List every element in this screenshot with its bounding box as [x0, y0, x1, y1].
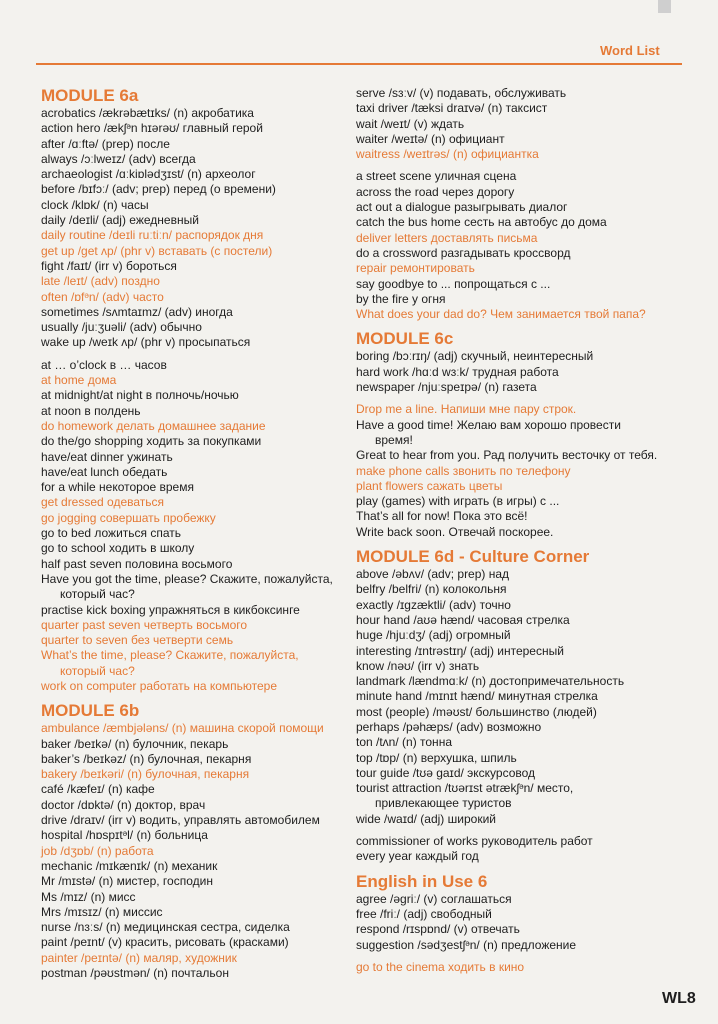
word-entry: have/eat lunch обедать: [41, 464, 168, 479]
module-heading: MODULE 6d - Culture Corner: [356, 547, 590, 567]
word-entry: action hero /ækʃᵊn hɪərəʊ/ главный герой: [41, 121, 263, 136]
word-entry: perhaps /pəhæps/ (adv) возможно: [356, 719, 542, 734]
word-entry: minute hand /mɪnɪt hænd/ минутная стрелка: [356, 689, 598, 704]
spacer: [41, 694, 341, 701]
word-entry: suggestion /sədʒestʃᵊn/ (n) предложение: [356, 937, 577, 952]
word-entry: at noon в полдень: [41, 403, 141, 418]
word-entry: daily routine /deɪli ruːtiːn/ распорядок дня: [41, 228, 264, 243]
word-entry: mechanic /mɪkænɪk/ (n) механик: [41, 858, 218, 873]
word-entry: painter /peɪntə/ (n) маляр, художник: [41, 950, 237, 965]
word-entry: newspaper /njuːspeɪpə/ (n) газета: [356, 380, 537, 395]
word-entry: quarter past seven четверть восьмого: [41, 617, 248, 632]
word-entry: Have you got the time, please? Скажите, пожалуйста,: [41, 571, 333, 586]
word-entry: tour guide /tʊə gaɪd/ экскурсовод: [356, 765, 536, 780]
word-entry: for a while некоторое время: [41, 480, 194, 495]
word-entry: know /nəʊ/ (irr v) знать: [356, 658, 480, 673]
word-entry: Have a good time! Желаю вам хорошо провести: [356, 417, 621, 432]
word-entry: make phone calls звонить по телефону: [356, 463, 571, 478]
word-entry: sometimes /sʌmtaɪmz/ (adv) иногда: [41, 304, 233, 319]
word-entry: exactly /ɪgzæktli/ (adv) точно: [356, 597, 511, 612]
word-entry: huge /hjuːdʒ/ (adj) огромный: [356, 628, 511, 643]
word-entry: commissioner of works руководитель работ: [356, 834, 593, 849]
word-entry: waiter /weɪtə/ (n) официант: [356, 131, 505, 146]
spacer: [356, 395, 672, 402]
word-entry: acrobatics /ækrəbætɪks/ (n) акробатика: [41, 106, 254, 120]
word-entry: after /ɑːftə/ (prep) после: [41, 136, 170, 151]
page-header-title: Word List: [600, 43, 660, 58]
word-entry: привлекающее туристов: [375, 796, 512, 811]
word-entry: That’s all for now! Пока это всё!: [356, 509, 528, 524]
word-entry: always /ɔːlweɪz/ (adv) всегда: [41, 151, 196, 166]
word-entry: taxi driver /tæksi draɪvə/ (n) таксист: [356, 101, 548, 116]
right-column: [356, 86, 672, 975]
word-entry: plant flowers сажать цветы: [356, 478, 503, 493]
word-entry: bakery /beɪkəri/ (n) булочная, пекарня: [41, 767, 250, 782]
word-entry: boring /bɔːrɪŋ/ (adj) скучный, неинтересный: [356, 349, 594, 364]
word-entry: go to bed ложиться спать: [41, 526, 182, 541]
word-entry: respond /rɪspɒnd/ (v) отвечать: [356, 922, 520, 937]
word-entry: Mrs /mɪsɪz/ (n) миссис: [41, 904, 163, 919]
word-entry: drive /draɪv/ (irr v) водить, управлять автомобилем: [41, 813, 320, 828]
left-column: [41, 86, 341, 981]
word-entry: Mr /mɪstə/ (n) мистер, господин: [41, 874, 213, 889]
word-entry: nurse /nɜːs/ (n) медицинская сестра, сиделка: [41, 920, 290, 935]
word-entry: daily /deɪli/ (adj) ежедневный: [41, 213, 199, 228]
spacer: [41, 351, 341, 358]
word-entry: quarter to seven без четверти семь: [41, 633, 234, 648]
word-entry: a street scene уличная сцена: [356, 169, 517, 184]
word-entry: repair ремонтировать: [356, 261, 475, 276]
word-entry: usually /juːʒuəli/ (adv) обычно: [41, 320, 202, 335]
word-entry: Ms /mɪz/ (n) мисс: [41, 889, 136, 904]
word-entry: Write back soon. Отвечай поскорее.: [356, 524, 554, 539]
word-entry: который час?: [60, 663, 135, 678]
word-entry: ambulance /æmbjələns/ (n) машина скорой помощи: [41, 721, 324, 736]
word-entry: doctor /dɒktə/ (n) доктор, врач: [41, 797, 206, 812]
word-entry: tourist attraction /tʊərɪst ətrækʃᵊn/ место,: [356, 781, 574, 796]
word-entry: belfry /belfri/ (n) колокольня: [356, 582, 507, 597]
spacer: [356, 865, 672, 872]
module-heading: MODULE 6a: [41, 86, 139, 105]
word-entry: landmark /lændmɑːk/ (n) достопримечательность: [356, 674, 625, 689]
word-entry: do homework делать домашнее задание: [41, 418, 266, 433]
word-entry: by the fire у огня: [356, 291, 446, 306]
word-entry: archaeologist /ɑːkiɒlədʒɪst/ (n) археолог: [41, 167, 256, 182]
word-entry: at midnight/at night в полночь/ночью: [41, 388, 239, 403]
word-entry: baker’s /beɪkəz/ (n) булочная, пекарня: [41, 751, 252, 766]
module-heading: English in Use 6: [356, 871, 488, 891]
word-entry: Drop me a line. Напиши мне пару строк.: [356, 402, 577, 417]
word-entry: catch the bus home сесть на автобус до дома: [356, 215, 607, 230]
word-entry: baker /beɪkə/ (n) булочник, пекарь: [41, 736, 229, 751]
word-entry: top /tɒp/ (n) верхушка, шпиль: [356, 750, 517, 765]
word-entry: get up /get ʌp/ (phr v) вставать (с постели): [41, 243, 273, 258]
word-entry: job /dʒɒb/ (n) работа: [41, 843, 154, 858]
word-entry: wake up /weɪk ʌp/ (phr v) просыпаться: [41, 335, 251, 350]
word-entry: waitress /weɪtrəs/ (n) официантка: [356, 147, 539, 162]
word-entry: interesting /ɪntrəstɪŋ/ (adj) интересный: [356, 643, 564, 658]
word-entry: before /bɪfɔː/ (adv; prep) перед (о времени): [41, 182, 276, 197]
word-entry: hour hand /aʊə hænd/ часовая стрелка: [356, 612, 570, 627]
module-heading: MODULE 6b: [41, 701, 140, 721]
page-number: WL8: [662, 990, 696, 1007]
spacer: [356, 322, 672, 329]
spacer: [356, 162, 672, 169]
word-entry: clock /klɒk/ (n) часы: [41, 197, 149, 212]
word-entry: What’s the time, please? Скажите, пожалуйста,: [41, 648, 299, 663]
word-entry: half past seven половина восьмого: [41, 556, 233, 571]
word-entry: often /ɒfᵊn/ (adv) часто: [41, 289, 164, 304]
word-entry: wait /weɪt/ (v) ждать: [356, 116, 465, 131]
word-entry: postman /pəʊstmən/ (n) почтальон: [41, 966, 229, 981]
word-entry: go to the cinema ходить в кино: [356, 959, 525, 974]
word-entry: late /leɪt/ (adv) поздно: [41, 274, 160, 289]
word-entry: every year каждый год: [356, 849, 479, 864]
spacer: [356, 827, 672, 834]
word-entry: Great to hear from you. Рад получить весточку от тебя.: [356, 448, 658, 463]
word-entry: most (people) /məʊst/ большинство (людей): [356, 704, 597, 719]
header-rule: [36, 63, 682, 65]
word-entry: go jogging совершать пробежку: [41, 510, 216, 525]
word-entry: wide /waɪd/ (adj) широкий: [356, 811, 496, 826]
word-entry: act out a dialogue разыгрывать диалог: [356, 200, 568, 215]
word-entry: go to school ходить в школу: [41, 541, 195, 556]
word-entry: play (games) with играть (в игры) с ...: [356, 494, 560, 509]
word-entry: at home дома: [41, 373, 117, 388]
word-entry: work on computer работать на компьютере: [41, 678, 278, 693]
word-entry: agree /əgriː/ (v) соглашаться: [356, 891, 512, 906]
word-entry: hospital /hɒspɪtᵊl/ (n) больница: [41, 828, 208, 843]
word-entry: do a crossword разгадывать кроссворд: [356, 245, 571, 260]
word-entry: fight /faɪt/ (irr v) бороться: [41, 258, 177, 273]
word-entry: ton /tʌn/ (n) тонна: [356, 735, 452, 750]
word-entry: have/eat dinner ужинать: [41, 449, 173, 464]
module-heading: MODULE 6c: [356, 329, 454, 349]
word-entry: do the/go shopping ходить за покупками: [41, 434, 262, 449]
word-entry: hard work /hɑːd wɜːk/ трудная работа: [356, 364, 559, 379]
word-entry: practise kick boxing упражняться в кикбоксинге: [41, 602, 300, 617]
word-entry: say goodbye to ... попрощаться с ...: [356, 276, 551, 291]
word-entry: free /friː/ (adj) свободный: [356, 906, 492, 921]
spacer: [356, 540, 672, 547]
word-entry: What does your dad do? Чем занимается твой папа?: [356, 307, 646, 322]
word-entry: at … o’clock в … часов: [41, 357, 167, 372]
word-entry: across the road через дорогу: [356, 184, 515, 199]
word-entry: get dressed одеваться: [41, 495, 165, 510]
word-entry: время!: [375, 432, 413, 447]
word-entry: который час?: [60, 587, 135, 602]
word-entry: café /kæfeɪ/ (n) кафе: [41, 782, 155, 797]
spacer: [356, 953, 672, 960]
word-entry: paint /peɪnt/ (v) красить, рисовать (красками): [41, 935, 289, 950]
word-entry: above /əbʌv/ (adv; prep) над: [356, 567, 510, 582]
word-entry: serve /sɜːv/ (v) подавать, обслуживать: [356, 86, 567, 100]
word-entry: deliver letters доставлять письма: [356, 230, 538, 245]
corner-mark: [658, 0, 671, 13]
